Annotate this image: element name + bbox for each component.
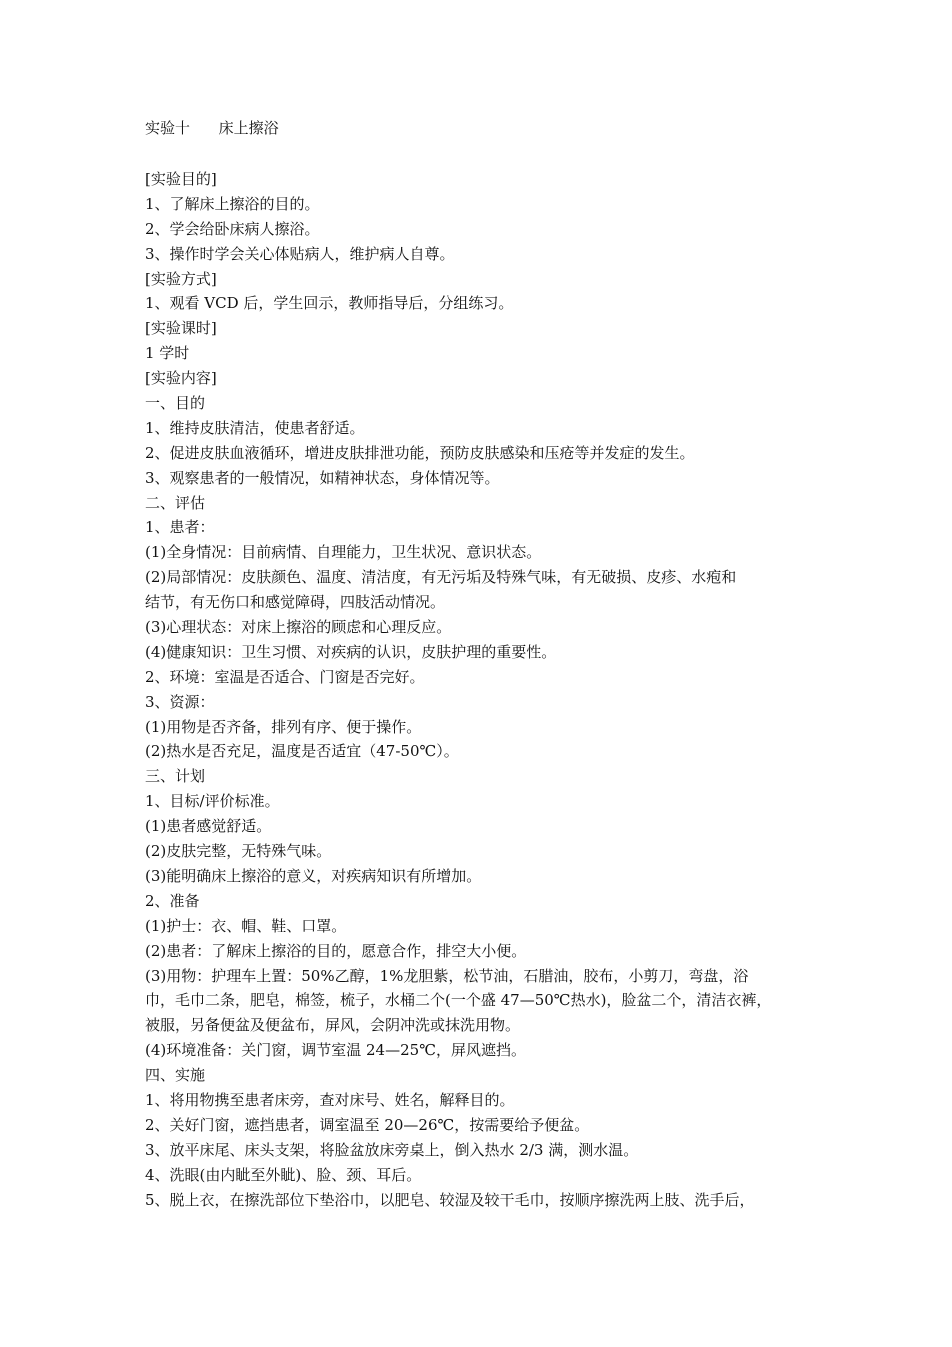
text-line: (2)局部情况：皮肤颜色、温度、清洁度，有无污垢及特殊气味，有无破损、皮疹、水疱和 (145, 568, 737, 587)
document-body (145, 167, 815, 1212)
text-line: 1、维持皮肤清洁，使患者舒适。 (145, 418, 365, 437)
text-line: 2、准备 (145, 891, 200, 910)
document-title: 实验十 床上擦浴 (145, 119, 279, 137)
text-line: (1)护士：衣、帽、鞋、口罩。 (145, 916, 347, 935)
text-line: 1、患者： (145, 518, 215, 537)
text-line: 被服，另备便盆及便盆布，屏风，会阴冲洗或抹洗用物。 (145, 1016, 521, 1035)
text-line: 巾，毛巾二条，肥皂，棉签，梳子，水桶二个(一个盛 47—50℃热水)，脸盆二个，清洁衣裤， (145, 991, 772, 1010)
text-line: 1、了解床上擦浴的目的。 (145, 194, 320, 213)
text-line: 四、实施 (145, 1066, 206, 1085)
text-line: 1 学时 (145, 344, 190, 363)
text-line: 2、促进皮肤血液循环，增进皮肤排泄功能，预防皮肤感染和压疮等并发症的发生。 (145, 443, 695, 462)
text-line: 2、环境：室温是否适合、门窗是否完好。 (145, 667, 425, 686)
text-line: 1、观看 VCD 后，学生回示，教师指导后，分组练习。 (145, 294, 514, 313)
text-line: (2)皮肤完整，无特殊气味。 (145, 842, 332, 861)
text-line: (3)用物：护理车上置：50%乙醇，1%龙胆紫，松节油，石腊油，胶布，小剪刀，弯盘，浴 (145, 966, 749, 985)
text-line: (2)患者：了解床上擦浴的目的，愿意合作，排空大小便。 (145, 941, 527, 960)
text-line: 4、洗眼(由内眦至外眦)、脸、颈、耳后。 (145, 1165, 422, 1184)
text-line: (1)用物是否齐备，排列有序、便于操作。 (145, 717, 422, 736)
text-line: (4)健康知识：卫生习惯、对疾病的认识，皮肤护理的重要性。 (145, 642, 557, 661)
text-line: [实验课时] (145, 319, 217, 338)
text-line: 5、脱上衣，在擦洗部位下垫浴巾，以肥皂、较湿及较干毛巾，按顺序擦洗两上肢、洗手后， (145, 1190, 755, 1209)
text-line: 2、关好门窗，遮挡患者，调室温至 20—26℃，按需要给予便盆。 (145, 1115, 590, 1134)
text-line: 3、操作时学会关心体贴病人，维护病人自尊。 (145, 244, 455, 263)
text-line: 结节，有无伤口和感觉障碍，四肢活动情况。 (145, 593, 446, 612)
text-line: (4)环境准备：关门窗，调节室温 24—25℃，屏风遮挡。 (145, 1041, 526, 1060)
text-line: [实验目的] (145, 170, 217, 188)
text-line: 1、目标/评价标准。 (145, 792, 280, 811)
text-line: (1)患者感觉舒适。 (145, 817, 272, 836)
text-line: 一、目的 (145, 394, 206, 413)
text-line: 三、计划 (145, 767, 206, 786)
text-line: 1、将用物携至患者床旁，查对床号、姓名，解释目的。 (145, 1090, 515, 1109)
text-line: 2、学会给卧床病人擦浴。 (145, 219, 320, 238)
text-line: (1)全身情况：目前病情、自理能力，卫生状况、意识状态。 (145, 543, 542, 562)
text-line: 二、评估 (145, 493, 206, 512)
text-line: (3)心理状态：对床上擦浴的顾虑和心理反应。 (145, 618, 452, 637)
text-line: 3、放平床尾、床头支架，将脸盆放床旁桌上，倒入热水 2/3 满，测水温。 (145, 1140, 639, 1159)
text-line: [实验内容] (145, 369, 217, 388)
text-line: (2)热水是否充足，温度是否适宜（47-50℃）。 (145, 742, 459, 761)
text-line: 3、资源： (145, 692, 215, 711)
text-line: (3)能明确床上擦浴的意义，对疾病知识有所增加。 (145, 866, 482, 885)
text-line: 3、观察患者的一般情况，如精神状态，身体情况等。 (145, 468, 500, 487)
text-line: [实验方式] (145, 269, 217, 288)
